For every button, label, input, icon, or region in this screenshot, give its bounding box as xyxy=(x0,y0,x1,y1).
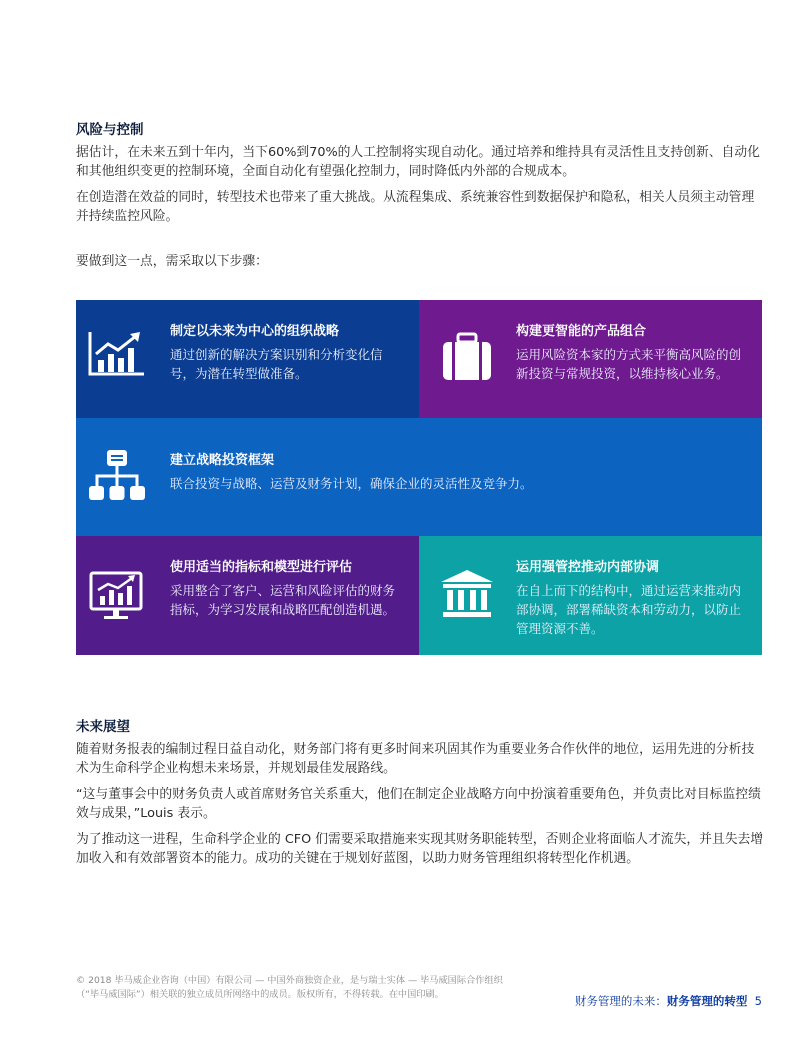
step-title: 运用强管控推动内部协调 xyxy=(516,560,660,575)
step-title: 构建更智能的产品组合 xyxy=(516,324,647,339)
steps-grid xyxy=(76,300,762,655)
step-description: 联合投资与战略、运营及财务计划，确保企业的灵活性及竞争力。 xyxy=(170,476,533,491)
growth-chart-icon xyxy=(86,330,146,384)
footer-doc-title: 财务管理的转型 xyxy=(666,994,748,1008)
briefcase-icon xyxy=(441,332,493,388)
org-chart-icon xyxy=(88,448,146,508)
section-title-outlook: 未来展望 xyxy=(76,719,130,735)
page-number: 5 xyxy=(754,994,762,1008)
step-description: 在自上而下的结构中，通过运营来推动内部协调，部署稀缺资本和劳动力，以防止管理资源不善。 xyxy=(516,583,742,636)
footer-doc-prefix: 财务管理的未来： xyxy=(574,994,667,1008)
step-card-portfolio xyxy=(419,300,762,418)
paragraph-outlook-3: 为了推动这一进程，生命科学企业的 CFO 们需要采取措施来实现其财务职能转型，否则企业将面临人才流失，并且失去增加收入和有效部署资本的能力。成功的关键在于规划好蓝图，以助力财务管理组织将转型化作机遇。 xyxy=(76,832,764,866)
paragraph-outlook-1: 随着财务报表的编制过程日益自动化，财务部门将有更多时间来巩固其作为重要业务合作伙伴的地位，运用先进的分析技术为生命科学企业构想未来场景，并规划最佳发展路线。 xyxy=(76,742,755,776)
section-title-risk: 风险与控制 xyxy=(76,122,144,138)
monitor-chart-icon xyxy=(88,570,144,626)
paragraph-outlook-2: “这与董事会中的财务负责人或首席财务官关系重大，他们在制定企业战略方向中扮演着重要角色，并负责比对目标监控绩效与成果，”Louis 表示。 xyxy=(76,787,761,821)
step-description: 运用风险资本家的方式来平衡高风险的创新投资与常规投资，以维持核心业务。 xyxy=(516,347,742,381)
step-title: 建立战略投资框架 xyxy=(170,453,275,468)
paragraph-risk-1: 据估计，在未来五到十年内，当下60%到70%的人工控制将实现自动化。通过培养和维持具有灵活性且支持创新、自动化和其他组织变更的控制环境，全面自动化有望强化控制力，同时降低内外部的合规成本。 xyxy=(76,145,760,179)
step-title: 使用适当的指标和模型进行评估 xyxy=(170,560,353,575)
paragraph-risk-2: 在创造潜在效益的同时，转型技术也带来了重大挑战。从流程集成、系统兼容性到数据保护和隐私，相关人员须主动管理并持续监控风险。 xyxy=(76,190,755,224)
footer-copyright: © 2018 毕马威企业咨询（中国）有限公司 — 中国外商独资企业，是与瑞士实体 — 毕马威国际合作组织（“毕马威国际”）相关联的独立成员所网络中的成员。版权所有，不得转载。在中国印刷。 xyxy=(76,975,503,1000)
step-card-strategy xyxy=(76,300,419,418)
step-title: 制定以未来为中心的组织战略 xyxy=(170,324,340,339)
step-card-metrics xyxy=(76,536,419,655)
step-description: 通过创新的解决方案识别和分析变化信号，为潜在转型做准备。 xyxy=(170,347,383,381)
step-card-governance xyxy=(419,536,762,655)
step-description: 采用整合了客户、运营和风险评估的财务指标，为学习发展和战略匹配创造机遇。 xyxy=(170,583,396,617)
institution-icon xyxy=(439,568,495,624)
footer-running-title xyxy=(575,993,762,1009)
step-card-framework xyxy=(76,418,762,536)
paragraph-risk-3: 要做到这一点，需采取以下步骤： xyxy=(76,254,268,269)
